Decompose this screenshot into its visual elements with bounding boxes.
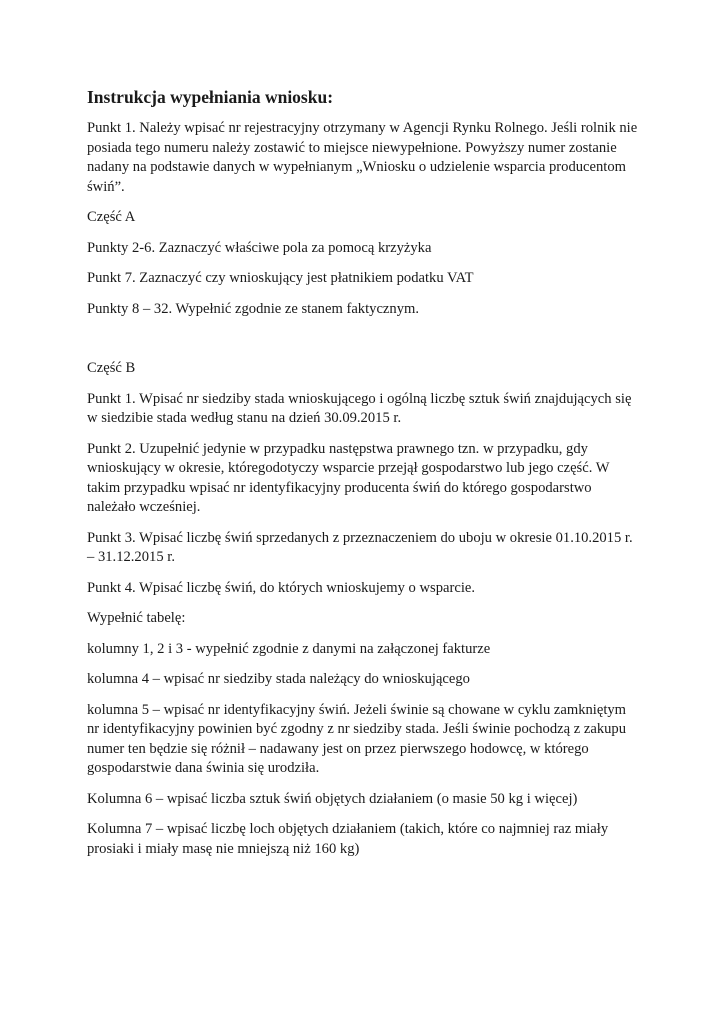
- paragraph-punkt-1: [87, 119, 647, 197]
- paragraph-punkty-8-32: [87, 300, 647, 320]
- text-line: Punkt 1. Wpisać nr siedziby stada wnioskującego i ogólną liczbę sztuk świń znajdujących się: [87, 390, 632, 407]
- text-line: gospodarstwie dana świnia się urodziła.: [87, 760, 320, 776]
- paragraph-b-punkt-3: [87, 529, 647, 568]
- section-heading-b: [87, 359, 647, 379]
- text-line: takim przypadku wpisać nr identyfikacyjny producenta świń do którego gospodarstwo: [87, 479, 592, 496]
- paragraph-kolumna-6: [87, 790, 647, 810]
- document-page: [87, 86, 647, 870]
- text-line: Punkt 4. Wpisać liczbę świń, do których wnioskujemy o wsparcie.: [87, 579, 476, 596]
- paragraph-b-punkt-4: [87, 579, 647, 599]
- text-line: numer ten będzie się różnił – nadawany jest on przez pierwszego hodowcę, w którego: [87, 740, 589, 757]
- text-line: w siedzibie stada według stanu na dzień 30.09.2015 r.: [87, 410, 402, 426]
- text-line: Część B: [87, 360, 136, 376]
- blank-spacer: [87, 330, 647, 359]
- text-line: – 31.12.2015 r.: [87, 549, 175, 565]
- text-line: Punkt 7. Zaznaczyć czy wnioskujący jest płatnikiem podatku VAT: [87, 270, 474, 286]
- text-line: Punkty 8 – 32. Wypełnić zgodnie ze stanem faktycznym.: [87, 300, 419, 317]
- paragraph-b-punkt-1: [87, 390, 647, 429]
- text-line: Punkt 3. Wpisać liczbę świń sprzedanych z przeznaczeniem do uboju w okresie 01.10.2015 r.: [87, 529, 633, 546]
- text-line: nr identyfikacyjny powinien być zgodny z nr siedziby stada. Jeśli świnie pochodzą z zakupu: [87, 721, 627, 737]
- text-line: Punkty 2-6. Zaznaczyć właściwe pola za pomocą krzyżyka: [87, 239, 432, 256]
- text-line: należało wcześniej.: [87, 499, 201, 515]
- paragraph-punkt-7: [87, 269, 647, 289]
- text-line: Kolumna 6 – wpisać liczba sztuk świń objętych działaniem (o masie 50 kg i więcej): [87, 790, 578, 807]
- text-line: Punkt 1. Należy wpisać nr rejestracyjny otrzymany w Agencji Rynku Rolnego. Jeśli rolnik nie: [87, 120, 638, 136]
- text-line: Wypełnić tabelę:: [87, 610, 186, 626]
- paragraph-kolumna-4: [87, 670, 647, 690]
- text-line: prosiaki i miały masę nie mniejszą niż 160 kg): [87, 840, 360, 857]
- text-line: kolumna 4 – wpisać nr siedziby stada należący do wnioskującego: [87, 671, 470, 687]
- text-line: wnioskujący w okresie, któregodotyczy wsparcie przejął gospodarstwo lub jego część. W: [87, 460, 610, 476]
- document-title: Instrukcja wypełniania wniosku:: [87, 87, 334, 107]
- paragraph-kolumna-7: [87, 820, 647, 859]
- paragraph-kolumna-5: [87, 701, 647, 779]
- paragraph-kolumny-1-3: [87, 640, 647, 660]
- paragraph-punkty-2-6: [87, 239, 647, 259]
- text-line: Część A: [87, 209, 136, 225]
- paragraph-table-intro: [87, 609, 647, 629]
- text-line: Punkt 2. Uzupełnić jedynie w przypadku następstwa prawnego tzn. w przypadku, gdy: [87, 440, 588, 457]
- text-line: posiada tego numeru należy zostawić to miejsce niewypełnione. Powyższy numer zostanie: [87, 139, 617, 156]
- text-line: świń”.: [87, 178, 125, 195]
- section-heading-a: [87, 208, 647, 228]
- text-line: Kolumna 7 – wpisać liczbę loch objętych działaniem (takich, które co najmniej raz miały: [87, 821, 609, 837]
- text-line: kolumny 1, 2 i 3 - wypełnić zgodnie z danymi na załączonej fakturze: [87, 640, 491, 657]
- text-line: kolumna 5 – wpisać nr identyfikacyjny świń. Jeżeli świnie są chowane w cyklu zamkniętym: [87, 701, 627, 718]
- paragraph-b-punkt-2: [87, 440, 647, 518]
- text-line: nadany na podstawie danych w wypełnianym „Wniosku o udzielenie wsparcia producentom: [87, 159, 626, 175]
